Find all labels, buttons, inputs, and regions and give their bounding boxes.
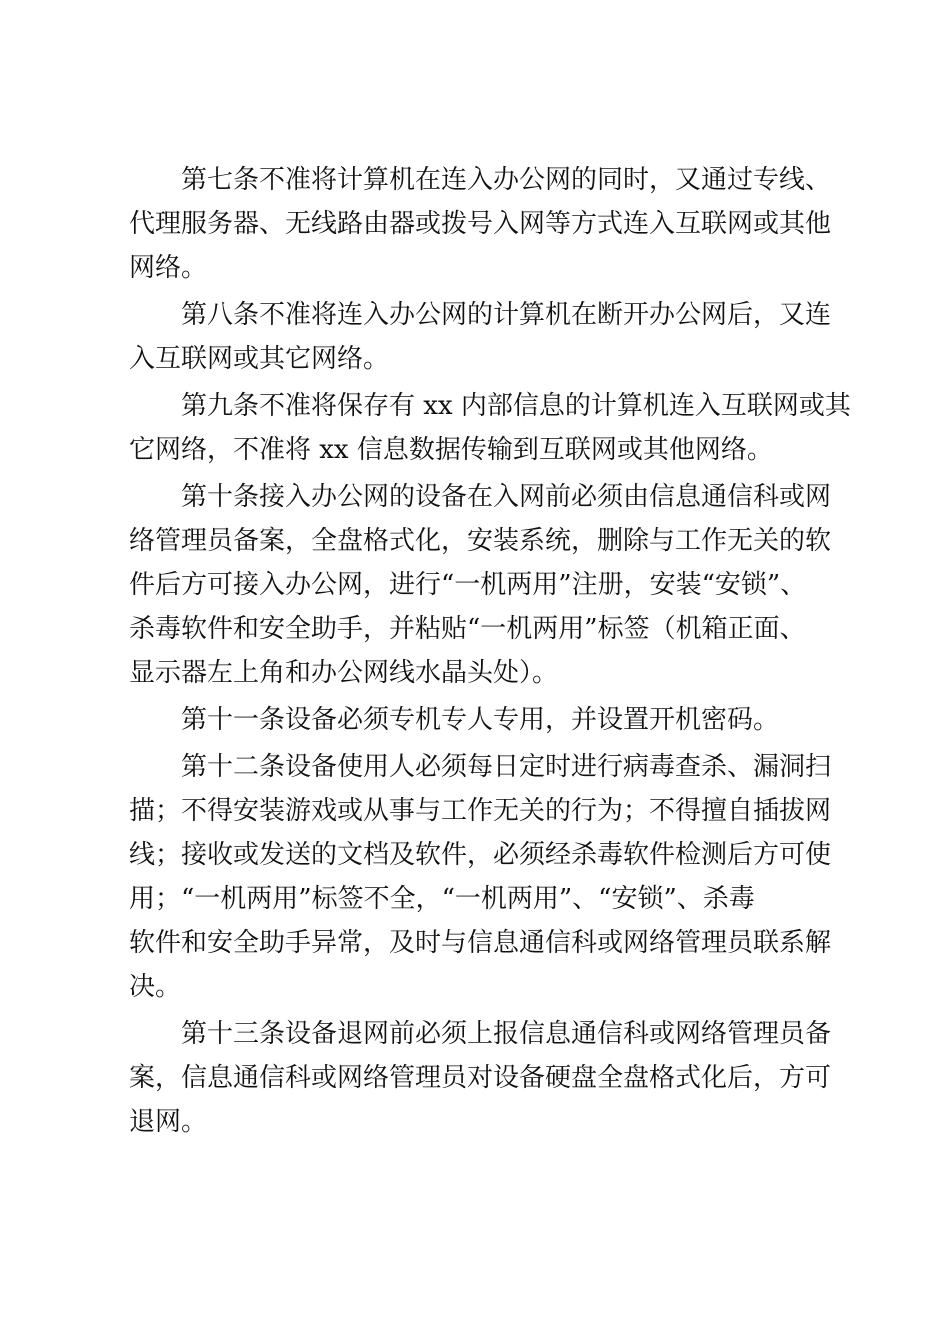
- article-10-paragraph: [129, 475, 834, 695]
- text-line: 入互联网或其它网络。: [129, 344, 390, 374]
- text-line: 第七条不准将计算机在连入办公网的同时，又通过专线、: [181, 165, 832, 195]
- article-7-paragraph: [129, 158, 834, 290]
- article-8-paragraph: [129, 293, 834, 381]
- text-line: 决。: [129, 972, 182, 1002]
- document-body: [129, 158, 851, 1147]
- article-9-paragraph: [129, 384, 851, 472]
- text-line: 它网络，不准将 xx 信息数据传输到互联网或其他网络。: [129, 435, 773, 465]
- text-line: 第十条接入办公网的设备在入网前必须由信息通信科或网: [181, 482, 832, 512]
- text-line: 退网。: [129, 1107, 208, 1137]
- text-line: 第十二条设备使用人必须每日定时进行病毒查杀、漏洞扫: [181, 752, 832, 782]
- text-line: 件后方可接入办公网，进行“一机两用”注册，安装“安锁”、: [129, 570, 807, 600]
- text-line: 显示器左上角和办公网线水晶头处）。: [129, 658, 559, 688]
- article-11-paragraph: [129, 698, 834, 742]
- text-line: 第八条不准将连入办公网的计算机在断开办公网后，又连: [181, 300, 832, 330]
- text-line: 网络。: [129, 253, 208, 283]
- text-line: 杀毒软件和安全助手，并粘贴“一机两用”标签（机箱正面、: [129, 614, 806, 644]
- article-13-paragraph: [129, 1012, 834, 1144]
- article-12-paragraph: [129, 745, 834, 1009]
- text-line: 案，信息通信科或网络管理员对设备硬盘全盘格式化后，方可: [129, 1063, 832, 1093]
- text-line: 代理服务器、无线路由器或拨号入网等方式连入互联网或其他: [129, 209, 832, 239]
- text-line: 用；“一机两用”标签不全，“一机两用”、“安锁”、杀毒: [129, 884, 755, 914]
- text-line: 第十一条设备必须专机专人专用，并设置开机密码。: [181, 705, 780, 735]
- text-line: 络管理员备案，全盘格式化，安装系统，删除与工作无关的软: [129, 526, 832, 556]
- text-line: 软件和安全助手异常，及时与信息通信科或网络管理员联系解: [129, 928, 832, 958]
- text-line: 第九条不准将保存有 xx 内部信息的计算机连入互联网或其: [181, 391, 851, 421]
- text-line: 线；接收或发送的文档及软件，必须经杀毒软件检测后方可使: [129, 840, 832, 870]
- text-line: 描；不得安装游戏或从事与工作无关的行为；不得擅自插拔网: [129, 796, 832, 826]
- text-line: 第十三条设备退网前必须上报信息通信科或网络管理员备: [181, 1019, 832, 1049]
